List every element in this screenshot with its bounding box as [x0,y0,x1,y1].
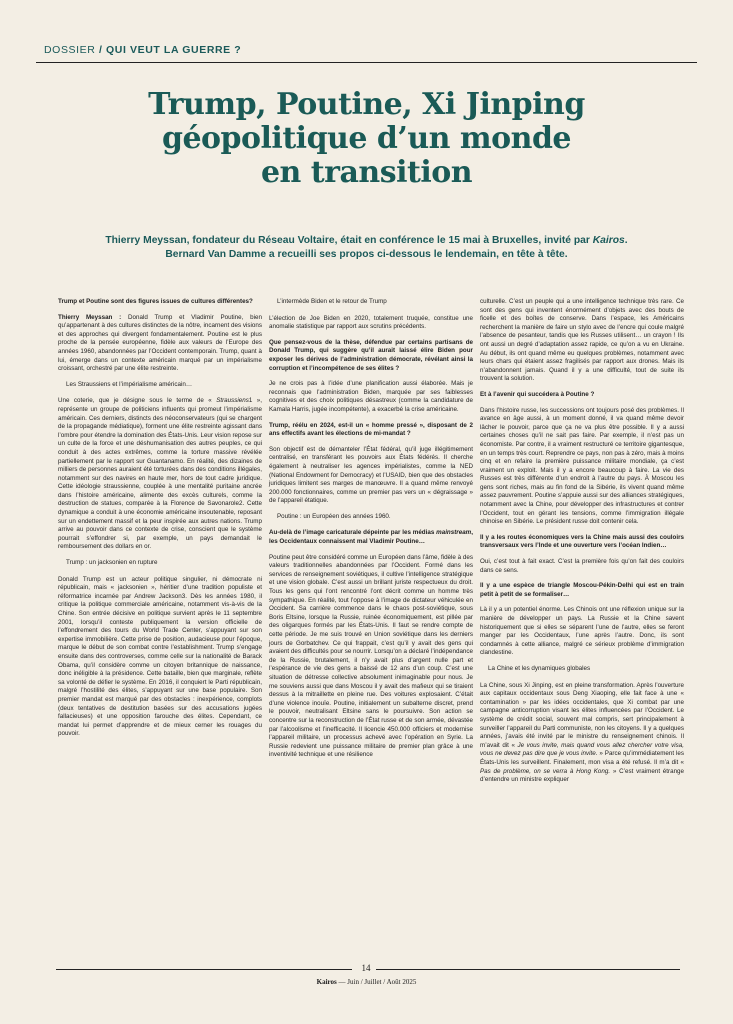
question: Il y a une espèce de triangle Moscou-Pékin-Delhi qui est en train petit à petit de se formaliser… [480,582,684,598]
question: Et à l’avenir qui succédera à Poutine ? [480,390,595,398]
header-divider [36,62,697,63]
subheading: L’intermède Biden et le retour de Trump [277,298,387,305]
question: Il y a les routes économiques vers la Chine mais aussi des couloirs transversaux vers l’Inde et une ouverture vers l’océan Indien… [480,533,684,550]
subheading: Trump : un jacksonien en rupture [66,559,158,567]
question: Au-delà de l’image caricaturale dépeinte par les médias mainstream, les Occidentaux connaissent mal Vladimir Poutine… [269,529,473,546]
footer-credit [36,978,697,986]
paragraph: Une coterie, que je désigne sous le terme de « Straussiens1 », représente un groupe de politiciens influents qui promeut l’impérialisme américain. Ces derniers, distincts des néoconservateurs (qui se chargent de la propagande médiatique), forment une élite restreinte agissant dans l’ombre pour étendre la domination des États-Unis. Leur vision repose sur un culte de la force et une déshumanisation des autres peuples, ce qui conduit à des actes extrêmes, comme la torture massive révélée partiellement par le rapport sur Guantanamo. En réalité, des dizaines de milliers de personnes auraient été torturées dans des conditions illégales, notamment sur des navires en haute mer, hors de tout cadre juridique. Cette idéologie straussienne, couplée à une mentalité puritaine ancrée dans l’histoire américaine, alimente des excès culturels, comme la destruction de statues, comparée à la Florence de Savonarole2. Cette dynamique a conduit à une économie américaine insoutenable, reposant sur un endettement massif et la peur inspirée aux autres nations. Trump arrive au pouvoir dans ce contexte de crise, conscient que le système pourrait s’effondrer si, par exemple, un pays demandait le remboursement des dollars en or. [58,397,262,551]
article-lead [76,234,657,262]
issue-date: — Juin / Juillet / Août 2025 [336,978,417,986]
paragraph: Là il y a un potentiel énorme. Les Chinois ont une réflexion unique sur la manière de développer un pays. La Russie et la Chine savent historiquement que si elles se séparent l’une de l’autre, elles se feront manger par les Occidentaux, l’une après l’autre. Donc, ils sont condamnés à cette alliance, malgré ce sérieux problème d’immigration clandestine. [480,606,684,657]
lead-line-2: Bernard Van Damme a recueilli ses propos ci-dessous le lendemain, en tête à tête. [165,249,568,260]
lead-magazine-name: Kairos [592,235,625,246]
italic-quote: Je vous invite, mais quand vous allez chercher votre visa, vous ne devez pas dire que je vous invite. [480,741,684,758]
speaker-name: Thierry Meyssan : [58,313,122,321]
title-line-1: Trump, Poutine, Xi Jinping [148,87,585,122]
magazine-name: Kairos [316,978,337,986]
section-separator: / [95,44,107,56]
magazine-page [36,38,697,1015]
question: Trump et Poutine sont des figures issues de cultures différentes? [58,298,253,305]
paragraph: Poutine peut être considéré comme un Européen dans l’âme, fidèle à des valeurs traditionnelles abandonnées par l’Occident. Formé dans les services de renseignement soviétiques, il cultive l’intelligence stratégique et une vision globale. C’est aussi un brillant juriste respectueux du droit. Tous les gens qui l’ont rencontré l’ont décrit comme un homme très sympathique. En réalité, tout l’oppose à l’image de dictateur véhiculée en Occident. Sa carrière commence dans le chaos post-soviétique, sous Boris Eltsine, lorsque la Russie, ruinée économiquement, est pillée par des oligarques formés par les États-Unis. Il faut se rendre compte de cette période. Je me suis trouvé en Union soviétique dans les derniers jours de Gorbatchev. Ce qui frappait, c’est qu’il y avait des gens qui avaient des difficultés pour se nourrir. Lorsqu’on a déclaré l’indépendance de la Russie, brutalement, il n’y avait plus d’argent nulle part et l’espérance de vie des gens a baissé de 12 ans d’un coup. C’est une situation de détresse collective absolument inimaginable pour nous. Je me souviens aussi que dans Moscou il y avait des mafieux qui se tiraient dessus à la mitraillette en pleine rue. Des voitures explosaient. C’était d’une violence inouïe. Poutine, initialement un subalterne discret, prend le pouvoir, neutralisant Eltsine sans le poursuivre. Son action se concentre sur la reconstruction de l’État russe et de son armée, dévastée par l’alcoolisme et l’inefficacité. Il licencie 450.000 officiers et modernise l’appareil militaire, un processus achevé avec l’opération en Syrie. La Russie redevient une puissance militaire de premier plan grâce à une inventivité technique et une résilience [269,553,473,759]
italic-term: Straussiens [216,397,249,405]
italic-term: mainstream [436,529,472,537]
footer-divider-left [56,969,352,970]
article-title [36,88,697,190]
question: Trump, réélu en 2024, est-il un « homme pressé », disposant de 2 ans effectifs avant les élections de mi-mandat ? [269,421,473,438]
paragraph [58,314,262,374]
page-number: 14 [361,963,371,973]
paragraph: culturelle. C’est un peuple qui a une intelligence technique très rare. Ce sont des gens qui inventent énormément d’objets avec des bouts de ficelle et des boîtes de conserve. Dans l’espace, les Américains recherchent la manière de faire un stylo avec de l’encre qui coule malgré l’absence de pesanteur, tandis que les Russes utilisent… un crayon ! Ils ont aussi un degré d’adaptation assez rapide, ce qu’on a vu en Ukraine. Au début, ils ont quand même eu quelques problèmes, notamment avec leurs chars qui étaient assez fragilisés par rapport aux drones. Mais ils n’abandonnent jamais. Quand il y a une difficulté, tout de suite ils trouvent la solution. [480,298,684,383]
section-topic: QUI VEUT LA GUERRE ? [106,44,242,56]
paragraph: Donald Trump est un acteur politique singulier, ni démocrate ni républicain, mais « jacksonien », héritier d’une tradition populiste et réformatrice incarnée par Andrew Jackson3. Dès les années 1980, il critique la politique commerciale américaine, notamment vis-à-vis de la Chine. Son entrée décisive en politique survient après le 11 septembre 2001, lorsqu’il conteste publiquement la version officielle de l’effondrement des tours du World Trade Center, s’appuyant sur son expertise immobilière. Cette prise de position, audacieuse pour l’époque, marque le début de son combat contre l’establishment. Trump s’engage ensuite dans des controverses, comme celle sur la nationalité de Barack Obama, qu’il considère comme un citoyen britannique de naissance, donc inéligible à la présidence. Cette bataille, bien que marginale, reflète sa volonté de défier le système. En 2016, il conquiert le Parti républicain, malgré l’hostilité des élites, s’appuyant sur une base populaire. Son premier mandat est marqué par des obstacles : inexpérience, complots (deux tentatives de destitution basées sur des accusations jugées fallacieuses) et une opposition farouche des élites. Cependant, ce mandat lui permet d’apprendre et de mieux cerner les rouages du pouvoir. [58,575,262,738]
paragraph: Oui, c’est tout à fait exact. C’est la première fois qu’on fait des couloirs dans ce sens. [480,558,684,574]
italic-quote: Pas de problème, on se verra à Hong Kong. [480,767,611,775]
title-line-3: en transition [260,155,473,190]
paragraph: Je ne crois pas à l’idée d’une planification aussi élaborée. Mais je reconnais que l’administration Biden, marquée par ses faiblesses cognitives et des choix politiques désastreux (comme la candidature de Kamala Harris, jugée incompétente), a exacerbé la crise américaine. [269,380,473,413]
text-column-2 [269,298,473,767]
answer-text: Donald Trump et Vladimir Poutine, bien qu’appartenant à des cultures distinctes de la nôtre, incarnent des visions et des approches qui divergent fondamentalement. Poutine est le plus proche de la pensée européenne, fidèle aux valeurs de l’Europe des années 1960, abandonnées par l’Occident contemporain. Trump, quant à lui, émerge dans un contexte américain marqué par un impérialisme croissant, orchestré par une élite restreinte. [58,313,262,373]
text-column-3 [480,298,684,792]
subheading: La Chine et les dynamiques globales [488,664,591,672]
lead-punct: . [624,235,628,246]
paragraph: Dans l’histoire russe, les successions ont toujours posé des problèmes. Il avance en âge aussi, à un moment donné, il va quand même devoir lâcher le pouvoir, parce que ça ne va plus être possible. Il y a aussi certaines choses qu’il ne sait pas faire. Par exemple, il n’est pas un économiste. Par contre, il a vraiment restructuré ce territoire gigantesque, en un temps très court. Reprendre ce pays, non pas à zéro, mais à moins cinq et en refaire la première puissance militaire mondiale, ça c’est vraiment un exploit. Mais il y a encore beaucoup à faire. La vie des Russes est très différente d’un endroit à l’autre du pays. À Moscou les gens sont riches, mais au fin fond de la Sibérie, ils vivent quand même assez pauvrement. Poutine s’appuie aussi sur des alliances stratégiques, notamment avec la Chine, pour développer des infrastructures et contrer l’Occident, tout en gérant les tensions, comme l’immigration illégale chinoise en Sibérie. Le président russe doit contenir cela. [480,406,684,526]
paragraph: La Chine, sous Xi Jinping, est en pleine transformation. Après l’ouverture aux capitaux occidentaux sous Deng Xiaoping, elle fait face à une « contamination » par les idées occidentales, que Xi combat par une campagne anticorruption visant les élites influencées par l’Occident. Le système de crédit social, souvent mal compris, sert principalement à surveiller l’appareil du Parti communiste, non les citoyens. Il y a quelques années, j’avais été invité par le ministre du renseignement chinois. Il m’avait dit « Je vous invite, mais quand vous allez chercher votre visa, vous ne devez pas dire que je vous invite. » Parce qu’immédiatement les États-Unis les surveillent. Finalement, mon visa a été refusé. Il m’a dit « Pas de problème, on se verra à Hong Kong. » C’est vraiment étrange d’entendre un ministre expliquer [480,681,685,784]
title-line-2: géopolitique d’un monde [161,121,572,156]
subheading: Les Straussiens et l’impérialisme américain… [66,380,193,388]
question: Que pensez-vous de la thèse, défendue par certains partisans de Donald Trump, qui suggère qu’il aurait laissé élire Biden pour exposer les dérives de l’administration démocrate, révélant ainsi la corruption et l’incompétence de ses élites ? [269,338,473,372]
paragraph: L’élection de Joe Biden en 2020, totalement truquée, constitue une anomalie statistique par rapport aux scrutins précédents. [269,314,473,331]
section-label: DOSSIER [44,44,96,56]
section-header [44,44,241,56]
text-column-1 [58,298,262,746]
footer-divider-right [376,969,680,970]
subheading: Poutine : un Européen des années 1960. [277,512,391,520]
paragraph: Son objectif est de démanteler l’État fédéral, qu’il juge illégitimement centralisé, en transférant les pouvoirs aux États fédérés. Il cherche également à neutraliser les agences impérialistes, comme la NED (National Endowment for Democracy) et l’USAID, bien que des obstacles juridiques limitent ses marges de manœuvre. Il a quand même renvoyé 200.000 fonctionnaires, comme un premier pas vers un « dégraissage » de l’appareil étatique. [269,445,473,505]
lead-text: Thierry Meyssan, fondateur du Réseau Voltaire, était en conférence le 15 mai à Bruxelles, invité par [105,235,593,246]
